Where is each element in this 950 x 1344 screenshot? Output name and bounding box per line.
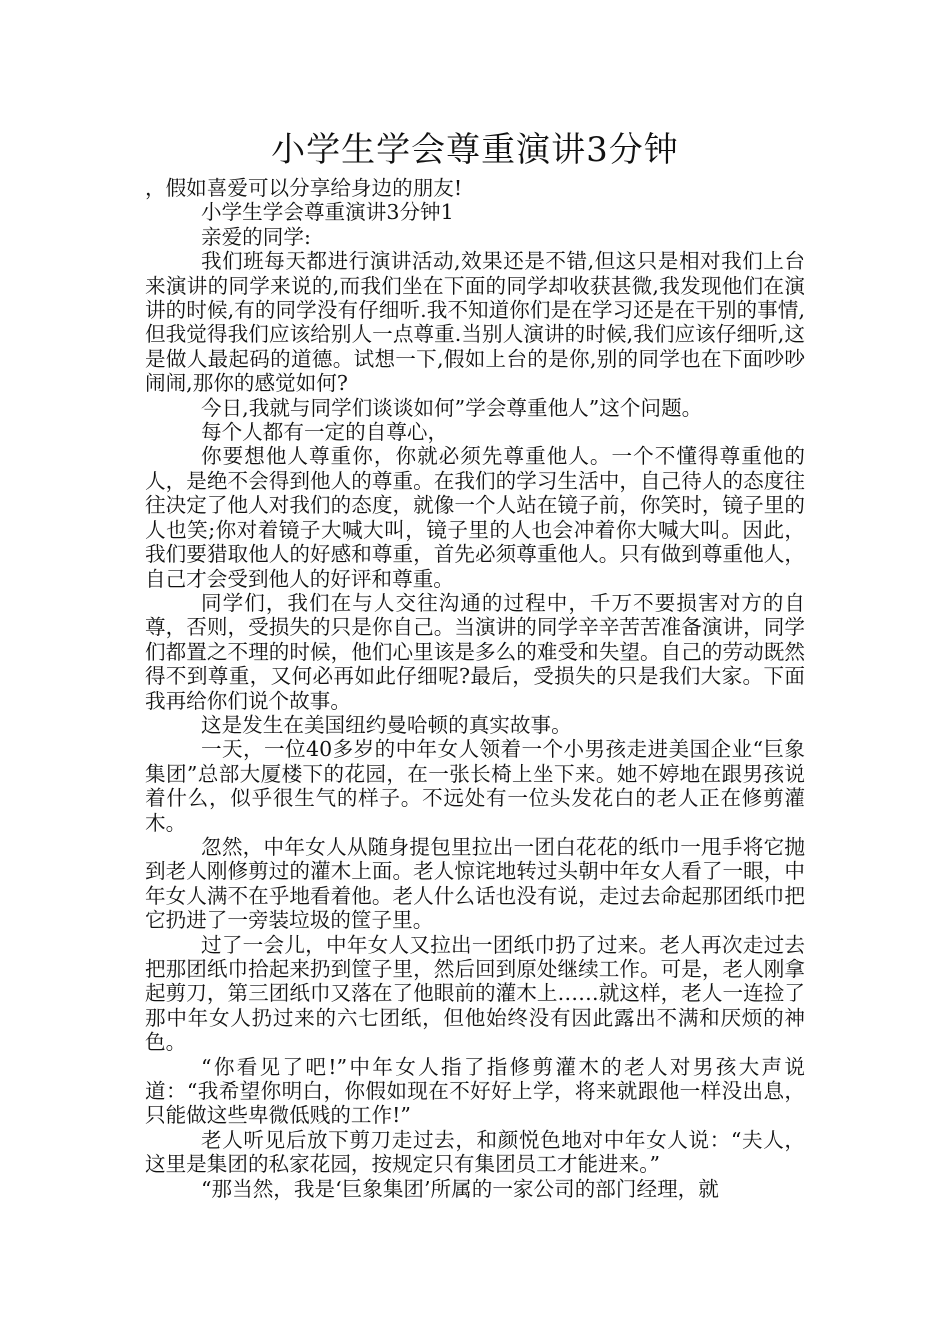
paragraph: 这是发生在美国纽约曼哈顿的真实故事。 (201, 712, 572, 737)
paragraph: “你看见了吧!”中年女人指了指修剪灌木的老人对男孩大声说道：“我希望你明白，你假如现在不好好上学，将来就跟他一样没出息，只能做这些卑微低贱的工作!” (145, 1054, 805, 1128)
paragraph: 忽然，中年女人从随身提包里拉出一团白花花的纸巾一甩手将它抛到老人刚修剪过的灌木上面。老人惊诧地转过头朝中年女人看了一眼，中年女人满不在乎地看着他。老人什么话也没有说，走过去命起那团纸巾把它扔进了一旁装垃圾的筐子里。 (145, 834, 805, 933)
paragraph: 我们班每天都进行演讲活动,效果还是不错,但这只是相对我们上台来演讲的同学来说的,而我们坐在下面的同学却收获甚微,我发现他们在演讲的时候,有的同学没有仔细听.我不知道你们是在学习还是在干别的事情,但我觉得我们应该给别人一点尊重.当别人演讲的时候,我们应该仔细听,这是做人最起码的道德。试想一下,假如上台的是你,别的同学也在下面吵吵闹闹,那你的感觉如何? (145, 249, 805, 396)
document-title: 小学生学会尊重演讲3分钟 (271, 130, 679, 170)
paragraph: 过了一会儿，中年女人又拉出一团纸巾扔了过来。老人再次走过去把那团纸巾拾起来扔到筐子里，然后回到原处继续工作。可是，老人刚拿起剪刀，第三团纸巾又落在了他眼前的灌木上……就这样，老人一连捡了那中年女人扔过来的六七团纸，但他始终没有因此露出不满和厌烦的神色。 (145, 932, 805, 1055)
paragraph: 你要想他人尊重你，你就必须先尊重他人。一个不懂得尊重他的人，是绝不会得到他人的尊重。在我们的学习生活中，自己待人的态度往往决定了他人对我们的态度，就像一个人站在镜子前，你笑时，镜子里的人也笑;你对着镜子大喊大叫，镜子里的人也会冲着你大喊大叫。因此，我们要猎取他人的好感和尊重，首先必须尊重他人。只有做到尊重他人，自己才会受到他人的好评和尊重。 (145, 444, 805, 591)
document-page (145, 128, 805, 1201)
paragraph: “那当然，我是‘巨象集团’所属的一家公司的部门经理，就 (201, 1176, 719, 1201)
paragraph: 每个人都有一定的自尊心， (201, 420, 449, 445)
paragraph: 小学生学会尊重演讲3分钟1 (201, 200, 454, 225)
paragraph: 一天，一位40多岁的中年女人领着一个小男孩走进美国企业“巨象集团”总部大厦楼下的花园，在一张长椅上坐下来。她不婷地在跟男孩说着什么，似乎很生气的样子。不远处有一位头发花白的老人正在修剪灌木。 (145, 737, 805, 835)
paragraph: ，假如喜爱可以分享给身边的朋友! (145, 176, 463, 200)
document-body (145, 176, 805, 1201)
paragraph: 同学们，我们在与人交往沟通的过程中，千万不要损害对方的自尊，否则，受损失的只是你自己。当演讲的同学辛辛苦苦准备演讲，同学们都置之不理的时候，他们心里该是多么的难受和失望。自己的劳动既然得不到尊重，又何必再如此仔细呢?最后，受损失的只是我们大家。下面我再给你们说个故事。 (145, 590, 805, 713)
paragraph: 今日,我就与同学们谈谈如何”学会尊重他人”这个问题。 (201, 395, 703, 420)
paragraph: 亲爱的同学: (201, 224, 311, 249)
paragraph: 老人听见后放下剪刀走过去，和颜悦色地对中年女人说：“夫人，这里是集团的私家花园，按规定只有集团员工才能进来。” (145, 1127, 805, 1177)
